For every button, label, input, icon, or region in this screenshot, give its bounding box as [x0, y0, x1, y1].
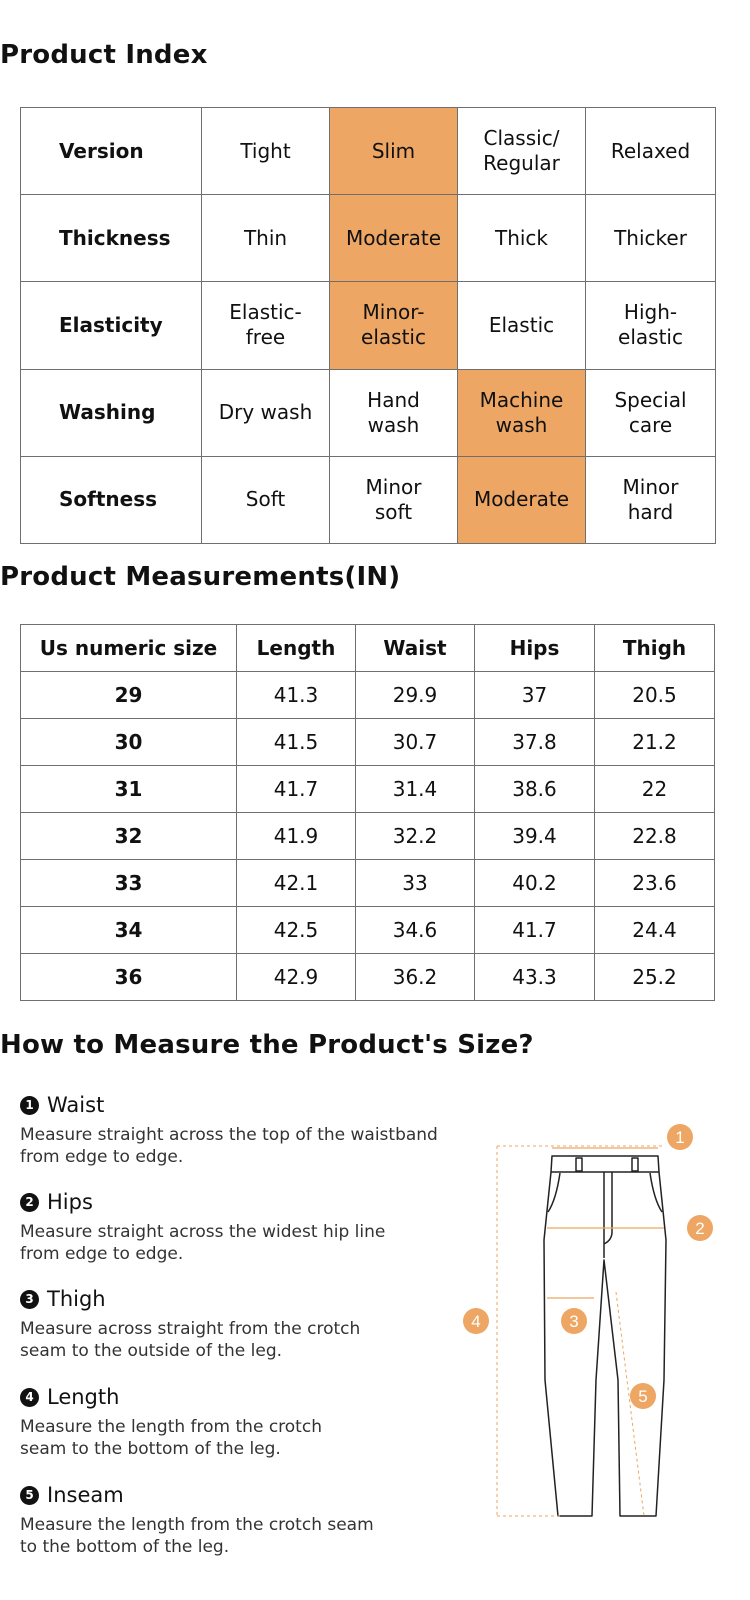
index-row-thickness: [21, 195, 716, 282]
index-row-elasticity: [21, 282, 716, 369]
measurement-cell: 43.3: [475, 954, 595, 1001]
index-cell-text: High- elastic: [618, 300, 683, 350]
measurement-cell: 42.5: [237, 907, 356, 954]
index-cell: [330, 369, 458, 456]
measurement-cell: 42.9: [237, 954, 356, 1001]
index-row-version: [21, 108, 716, 195]
index-row-label: Thickness: [21, 195, 202, 282]
size-cell: 30: [21, 719, 237, 766]
size-cell: 34: [21, 907, 237, 954]
index-cell-text: Moderate: [345, 225, 442, 250]
pants-outline: [544, 1172, 666, 1516]
measure-step-thigh: [20, 1284, 460, 1362]
measurement-cell: 39.4: [475, 813, 595, 860]
measurement-cell: 22.8: [595, 813, 715, 860]
index-cell-selected: [458, 369, 586, 456]
measurement-cell: 36.2: [356, 954, 475, 1001]
measurement-cell: 41.3: [237, 672, 356, 719]
measure-step-waist: [20, 1090, 460, 1168]
measurement-cell: 23.6: [595, 860, 715, 907]
measurement-cell: 41.9: [237, 813, 356, 860]
step-number-icon: 1: [20, 1096, 39, 1115]
index-cell-text: Dry wash: [218, 400, 313, 425]
measurement-cell: 41.7: [237, 766, 356, 813]
index-row-label: Softness: [21, 456, 202, 543]
measurement-cell: 30.7: [356, 719, 475, 766]
index-cell-text: Machine wash: [479, 387, 564, 437]
measure-step-length: [20, 1382, 460, 1460]
step-number-icon: 2: [20, 1193, 39, 1212]
index-cell-text: Soft: [245, 487, 286, 512]
index-cell-selected: [330, 195, 458, 282]
index-cell: [458, 108, 586, 195]
index-row-softness: [21, 456, 716, 543]
index-cell: [586, 456, 716, 543]
index-cell: [458, 282, 586, 369]
step-description: Measure straight across the top of the waistband from edge to edge.: [20, 1125, 438, 1167]
measurement-cell: 37: [475, 672, 595, 719]
measurements-header: Thigh: [595, 625, 715, 672]
step-description: Measure straight across the widest hip line from edge to edge.: [20, 1222, 386, 1264]
index-cell-text: Thick: [494, 225, 549, 250]
measurements-header: Length: [237, 625, 356, 672]
size-cell: 33: [21, 860, 237, 907]
size-cell: 36: [21, 954, 237, 1001]
index-cell: [202, 195, 330, 282]
index-cell-text: Minor- elastic: [361, 300, 426, 350]
measurement-cell: 20.5: [595, 672, 715, 719]
index-cell-selected: [330, 282, 458, 369]
index-row-label: Version: [21, 108, 202, 195]
index-cell-text: Relaxed: [610, 138, 691, 163]
index-cell: [202, 456, 330, 543]
measurements-header: Waist: [356, 625, 475, 672]
step-name: Waist: [47, 1093, 105, 1117]
measurements-title: Product Measurements(IN): [0, 562, 401, 592]
index-row-label: Washing: [21, 369, 202, 456]
index-cell-text: Elastic: [488, 312, 555, 337]
index-cell: [586, 282, 716, 369]
measurement-cell: 41.7: [475, 907, 595, 954]
index-cell: [586, 195, 716, 282]
index-cell: [586, 369, 716, 456]
index-cell-text: Tight: [240, 138, 291, 163]
index-cell-text: Thin: [243, 225, 288, 250]
index-cell-text: Moderate: [473, 487, 570, 512]
index-cell-text: Special care: [614, 387, 687, 437]
measurement-cell: 24.4: [595, 907, 715, 954]
diagram-label-3: 3: [569, 1312, 579, 1331]
measurements-header: Us numeric size: [21, 625, 237, 672]
step-number-icon: 3: [20, 1290, 39, 1309]
size-cell: 32: [21, 813, 237, 860]
index-cell-text: Minor soft: [365, 474, 422, 524]
step-description: Measure the length from the crotch seam to the bottom of the leg.: [20, 1417, 322, 1459]
product-index-table: [20, 107, 716, 544]
index-cell: [202, 369, 330, 456]
index-cell-text: Classic/ Regular: [483, 126, 560, 176]
step-description: Measure across straight from the crotch seam to the outside of the leg.: [20, 1319, 361, 1361]
table-row: [21, 907, 715, 954]
step-description: Measure the length from the crotch seam to the bottom of the leg.: [20, 1515, 374, 1557]
measurement-cell: 21.2: [595, 719, 715, 766]
measurement-cell: 41.5: [237, 719, 356, 766]
measure-step-inseam: [20, 1480, 460, 1558]
table-row: [21, 719, 715, 766]
table-row: [21, 813, 715, 860]
index-row-washing: [21, 369, 716, 456]
table-row: [21, 672, 715, 719]
measurement-cell: 22: [595, 766, 715, 813]
index-cell-text: Elastic- free: [229, 300, 302, 350]
measure-step-hips: [20, 1187, 460, 1265]
index-cell-text: Slim: [371, 138, 416, 163]
index-cell-selected: [458, 456, 586, 543]
size-cell: 29: [21, 672, 237, 719]
step-number-icon: 4: [20, 1388, 39, 1407]
index-row-label: Elasticity: [21, 282, 202, 369]
index-cell: [202, 108, 330, 195]
index-cell: [202, 282, 330, 369]
measurement-cell: 37.8: [475, 719, 595, 766]
table-row: [21, 860, 715, 907]
measurement-cell: 38.6: [475, 766, 595, 813]
diagram-label-1: 1: [675, 1128, 685, 1147]
product-index-title: Product Index: [0, 40, 208, 70]
measurement-cell: 29.9: [356, 672, 475, 719]
index-cell: [330, 456, 458, 543]
measurement-cell: 33: [356, 860, 475, 907]
table-row: [21, 954, 715, 1001]
step-name: Thigh: [47, 1287, 106, 1311]
step-name: Length: [47, 1385, 120, 1409]
index-cell: [586, 108, 716, 195]
index-cell-text: Thicker: [614, 225, 687, 250]
index-cell-selected: [330, 108, 458, 195]
pants-waistband: [551, 1156, 659, 1172]
diagram-label-5: 5: [638, 1387, 648, 1406]
step-number-icon: 5: [20, 1486, 39, 1505]
table-row: [21, 766, 715, 813]
size-cell: 31: [21, 766, 237, 813]
diagram-label-4: 4: [471, 1312, 481, 1331]
step-name: Hips: [47, 1190, 93, 1214]
index-cell-text: Minor hard: [622, 474, 679, 524]
measurements-table: [20, 624, 715, 1001]
index-cell-text: Hand wash: [367, 387, 420, 437]
measurement-cell: 31.4: [356, 766, 475, 813]
how-to-measure-title: How to Measure the Product's Size?: [0, 1030, 534, 1060]
measurement-cell: 42.1: [237, 860, 356, 907]
measurements-header: Hips: [475, 625, 595, 672]
measurement-cell: 32.2: [356, 813, 475, 860]
measurement-cell: 40.2: [475, 860, 595, 907]
pants-diagram: [455, 1115, 740, 1525]
diagram-label-2: 2: [695, 1219, 705, 1238]
index-cell: [458, 195, 586, 282]
step-name: Inseam: [47, 1483, 124, 1507]
measurement-cell: 34.6: [356, 907, 475, 954]
measurement-cell: 25.2: [595, 954, 715, 1001]
